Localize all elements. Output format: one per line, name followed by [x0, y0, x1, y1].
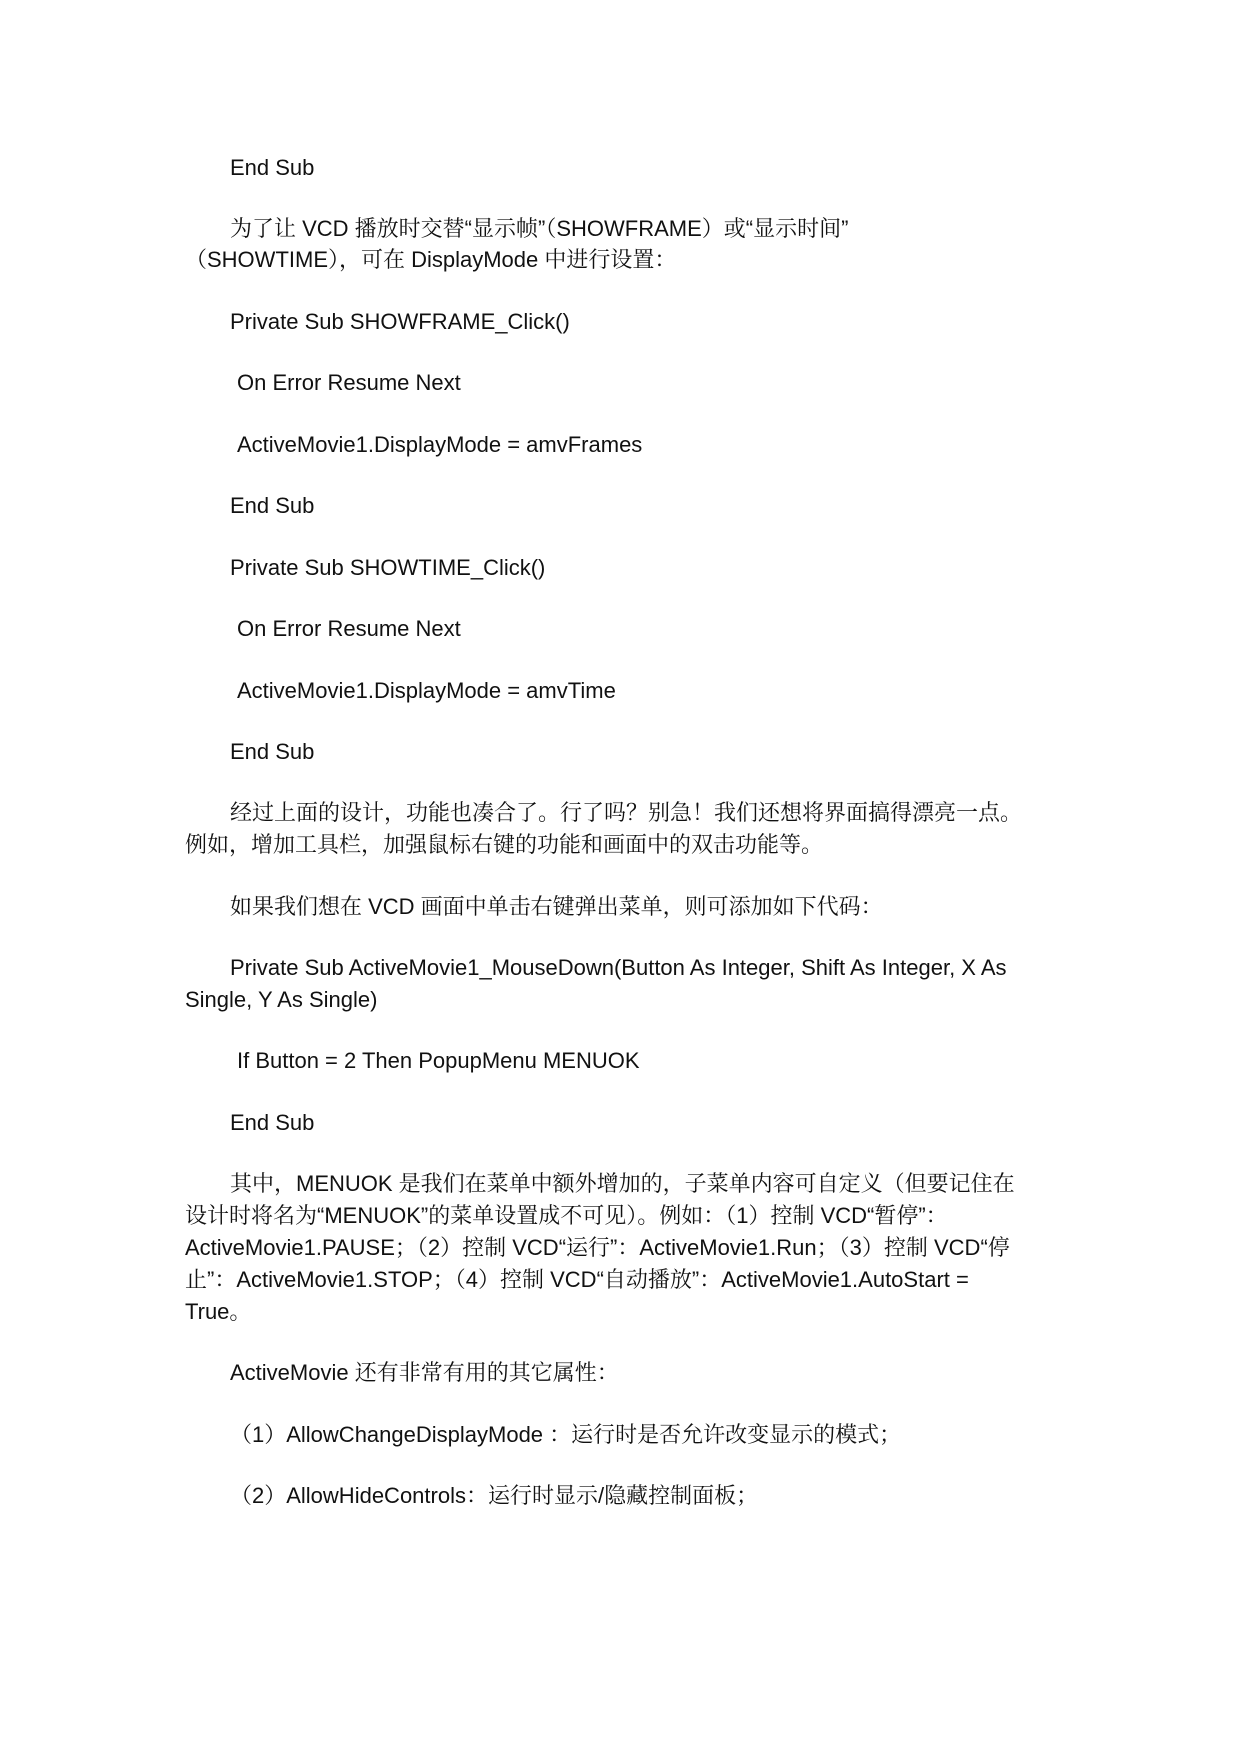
code-line: Private Sub SHOWTIME_Click() [230, 555, 546, 580]
code-line: ActiveMovie1.DisplayMode = amvTime [237, 678, 616, 703]
code-line: On Error Resume Next [237, 370, 461, 395]
code-line: Private Sub ActiveMovie1_MouseDown(Button As Integer, Shift As Integer, X As [230, 955, 1007, 980]
paragraph-line: 如果我们想在 VCD 画面中单击右键弹出菜单，则可添加如下代码： [230, 894, 883, 919]
paragraph-line: （SHOWTIME），可在 DisplayMode 中进行设置： [185, 247, 677, 272]
code-line: ActiveMovie1.DisplayMode = amvFrames [237, 432, 643, 457]
paragraph-line: 其中，MENUOK 是我们在菜单中额外增加的，子菜单内容可自定义（但要记住在 [230, 1171, 1015, 1196]
code-line: On Error Resume Next [237, 616, 461, 641]
paragraph-line: 经过上面的设计，功能也凑合了。行了吗？别急！我们还想将界面搞得漂亮一点。 [230, 800, 1023, 825]
code-line: Single, Y As Single) [185, 987, 378, 1012]
paragraph-line: 止”：ActiveMovie1.STOP；（4）控制 VCD“自动播放”：ActiveMovie1.AutoStart = [185, 1267, 969, 1292]
code-line-end-sub: End Sub [230, 739, 315, 764]
paragraph-line: ActiveMovie 还有非常有用的其它属性： [230, 1360, 619, 1385]
code-line-end-sub: End Sub [230, 155, 315, 180]
paragraph-line: 为了让 VCD 播放时交替“显示帧”（SHOWFRAME）或“显示时间” [230, 216, 849, 241]
paragraph-line: 例如，增加工具栏，加强鼠标右键的功能和画面中的双击功能等。 [185, 832, 824, 857]
code-line: Private Sub SHOWFRAME_Click() [230, 309, 570, 334]
list-item: （1）AllowChangeDisplayMode ：运行时是否允许改变显示的模式； [230, 1422, 902, 1447]
code-line-end-sub: End Sub [230, 493, 315, 518]
paragraph-line: ActiveMovie1.PAUSE；（2）控制 VCD“运行”：ActiveMovie1.Run；（3）控制 VCD“停 [185, 1235, 1010, 1260]
code-line-end-sub: End Sub [230, 1110, 315, 1135]
list-item: （2）AllowHideControls：运行时显示/隐藏控制面板； [230, 1483, 759, 1508]
paragraph-line: True。 [185, 1299, 252, 1324]
code-line: If Button = 2 Then PopupMenu MENUOK [237, 1048, 640, 1073]
paragraph-line: 设计时将名为“MENUOK”的菜单设置成不可见）。例如：（1）控制 VCD“暂停”： [185, 1203, 948, 1228]
